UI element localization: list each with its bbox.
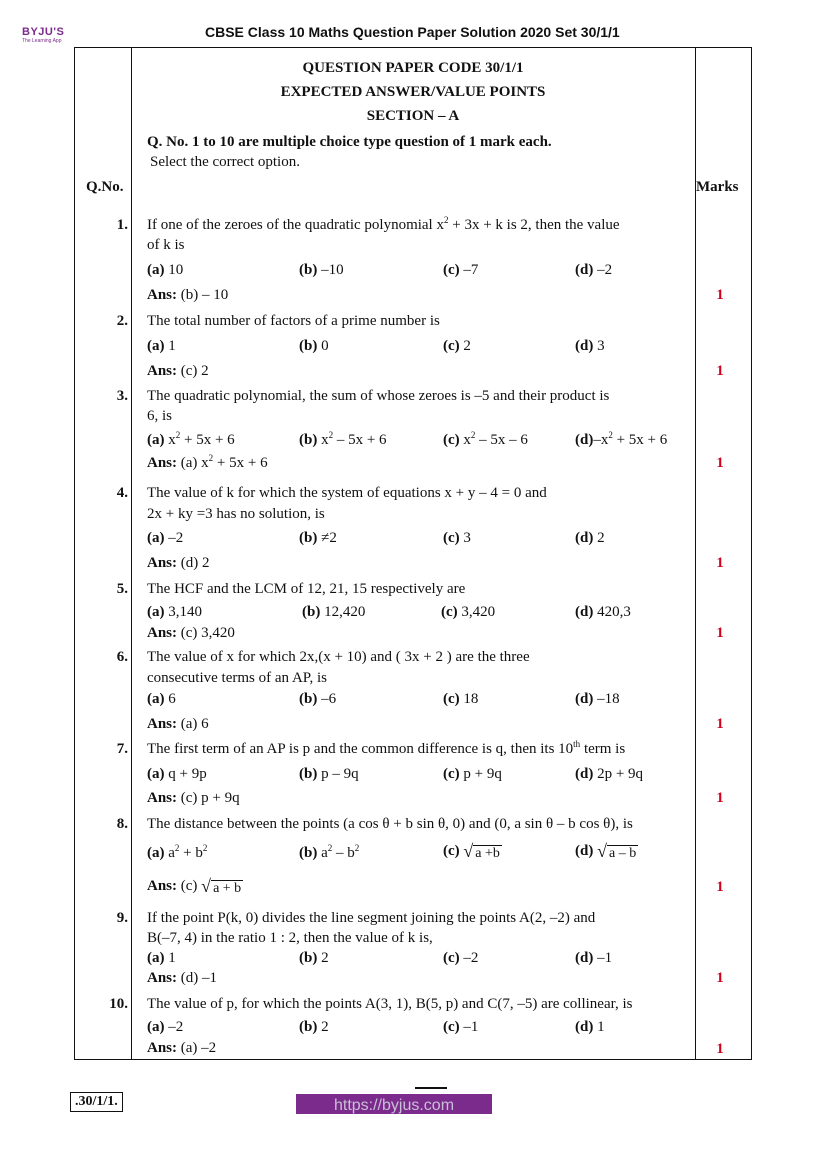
footer-divider: [415, 1087, 447, 1089]
question-number: 8.: [116, 816, 128, 832]
option-a: (a) $x^2 + 5x + 6$: [147, 430, 235, 448]
option-a: (a) –2: [147, 530, 184, 546]
question-number: 4.: [116, 485, 128, 501]
answer-table: [74, 47, 752, 1060]
marks-value: 1: [716, 716, 724, 732]
title-expected: EXPECTED ANSWER/VALUE POINTS: [280, 84, 546, 100]
option-d: (d) 1: [575, 1019, 605, 1035]
option-d: (d) √ a – b: [575, 841, 637, 861]
question-text: The value of k for which the system of equations x + y – 4 = 0 and: [147, 485, 547, 501]
option-a: (a) q + 9p: [147, 766, 207, 782]
question-text: of k is: [147, 237, 185, 253]
option-c: (c) √ a +b: [443, 841, 500, 861]
question-number: 2.: [116, 313, 128, 329]
option-a: (a) 10: [147, 262, 184, 278]
option-c: (c) 18: [443, 691, 479, 707]
question-number: 7.: [116, 741, 128, 757]
option-b: (b) 12,420: [302, 604, 366, 620]
marks-value: 1: [716, 287, 724, 303]
answer: Ans: (b) – 10: [147, 287, 229, 303]
option-b: (b) $a^2 - b^2$: [299, 843, 360, 861]
option-a: (a) –2: [147, 1019, 184, 1035]
option-c: (c) –2: [443, 950, 479, 966]
question-text: If the point P(k, 0) divides the line segment joining the points A(2, –2) and: [147, 910, 596, 926]
answer: Ans: (a) $x^2 + 5x + 6$: [147, 453, 268, 471]
question-text: 6, is: [147, 408, 173, 424]
question-text: The quadratic polynomial, the sum of whose zeroes is –5 and their product is: [147, 388, 610, 404]
table-divider-left: [131, 47, 132, 1059]
footer-paper-code: .30/1/1.: [70, 1092, 123, 1112]
answer: Ans: (a) 6: [147, 716, 209, 732]
byjus-logo: [22, 27, 64, 44]
option-d: (d) 3: [575, 338, 605, 354]
option-a: (a) 1: [147, 950, 176, 966]
option-c: (c) p + 9q: [443, 766, 502, 782]
marks-value: 1: [716, 363, 724, 379]
answer: Ans: (c) 3,420: [147, 625, 235, 641]
answer: Ans: (d) –1: [147, 970, 218, 986]
title-code: QUESTION PAPER CODE 30/1/1: [302, 60, 524, 76]
option-d: (d) 420,3: [575, 604, 631, 620]
marks-value: 1: [716, 879, 724, 895]
square-root-icon: √ a + b: [201, 876, 242, 896]
question-text: The value of p, for which the points A(3, 1), B(5, p) and C(7, –5) are collinear, is: [147, 996, 633, 1012]
option-b: (b) 2: [299, 950, 329, 966]
option-a: (a) $a^2 + b^2$: [147, 843, 208, 861]
square-root-icon: √ a – b: [597, 841, 637, 861]
answer: Ans: (c) 2: [147, 363, 209, 379]
option-c: (c) 3: [443, 530, 471, 546]
answer: Ans: (a) –2: [147, 1040, 217, 1056]
option-d: (d) –18: [575, 691, 620, 707]
answer: Ans: (c) √ a + b: [147, 876, 242, 896]
option-c: (c) $x^2 - 5x - 6$: [443, 430, 528, 448]
table-divider-right: [695, 47, 696, 1059]
option-d: (d) 2p + 9q: [575, 766, 644, 782]
website-link[interactable]: https://byjus.com: [296, 1094, 492, 1114]
question-text: The HCF and the LCM of 12, 21, 15 respectively are: [147, 581, 466, 597]
option-d: $(d)-x^2 + 5x + 6$: [575, 430, 668, 448]
option-c: (c) –1: [443, 1019, 479, 1035]
title-section: SECTION – A: [366, 108, 460, 124]
option-d: (d) 2: [575, 530, 605, 546]
logo-brand: BYJU'S: [22, 26, 65, 38]
logo-tagline: The Learning App: [22, 38, 62, 44]
question-text: consecutive terms of an AP, is: [147, 670, 327, 686]
option-b: (b) p – 9q: [299, 766, 359, 782]
question-text: The value of x for which 2x,(x + 10) and ( 3x + 2 ) are the three: [147, 649, 530, 665]
option-a: (a) 1: [147, 338, 176, 354]
answer: Ans: (d) 2: [147, 555, 210, 571]
option-c: (c) –7: [443, 262, 479, 278]
column-qno: Q.No.: [86, 179, 124, 195]
option-c: (c) 3,420: [441, 604, 496, 620]
marks-value: 1: [716, 1041, 724, 1057]
option-b: (b) 0: [299, 338, 329, 354]
question-text: B(–7, 4) in the ratio 1 : 2, then the value of k is,: [147, 930, 433, 946]
question-text: The first term of an AP is p and the common difference is q, then its 10th term is: [147, 739, 626, 757]
option-a: (a) 6: [147, 691, 176, 707]
option-c: (c) 2: [443, 338, 471, 354]
question-number: 5.: [116, 581, 128, 597]
question-text: 2x + ky =3 has no solution, is: [147, 506, 325, 522]
question-text: The total number of factors of a prime number is: [147, 313, 440, 329]
question-text: The distance between the points (a cos θ + b sin θ, 0) and (0, a sin θ – b cos θ), is: [147, 816, 633, 832]
answer: Ans: (c) p + 9q: [147, 790, 240, 806]
column-marks: Marks: [696, 179, 739, 195]
square-root-icon: √ a +b: [463, 841, 500, 861]
option-d: (d) –1: [575, 950, 613, 966]
marks-value: 1: [716, 970, 724, 986]
option-b: (b) –10: [299, 262, 344, 278]
option-b: (b) $x^2 - 5x + 6$: [299, 430, 387, 448]
question-text: If one of the zeroes of the quadratic polynomial $x^2 + 3x + k$ is 2, then the value: [147, 215, 620, 233]
instruction: Q. No. 1 to 10 are multiple choice type question of 1 mark each.: [147, 134, 552, 150]
option-b: (b) 2: [299, 1019, 329, 1035]
question-number: 10.: [109, 996, 128, 1012]
option-a: (a) 3,140: [147, 604, 202, 620]
marks-value: 1: [716, 455, 724, 471]
question-number: 3.: [116, 388, 128, 404]
question-number: 1.: [116, 217, 128, 233]
marks-value: 1: [716, 555, 724, 571]
option-b: (b) ≠2: [299, 530, 337, 546]
option-d: (d) –2: [575, 262, 613, 278]
option-b: (b) –6: [299, 691, 337, 707]
marks-value: 1: [716, 790, 724, 806]
page-header: CBSE Class 10 Maths Question Paper Solution 2020 Set 30/1/1: [205, 24, 620, 40]
instruction-select: Select the correct option.: [150, 154, 300, 170]
question-number: 6.: [116, 649, 128, 665]
marks-value: 1: [716, 625, 724, 641]
question-number: 9.: [116, 910, 128, 926]
